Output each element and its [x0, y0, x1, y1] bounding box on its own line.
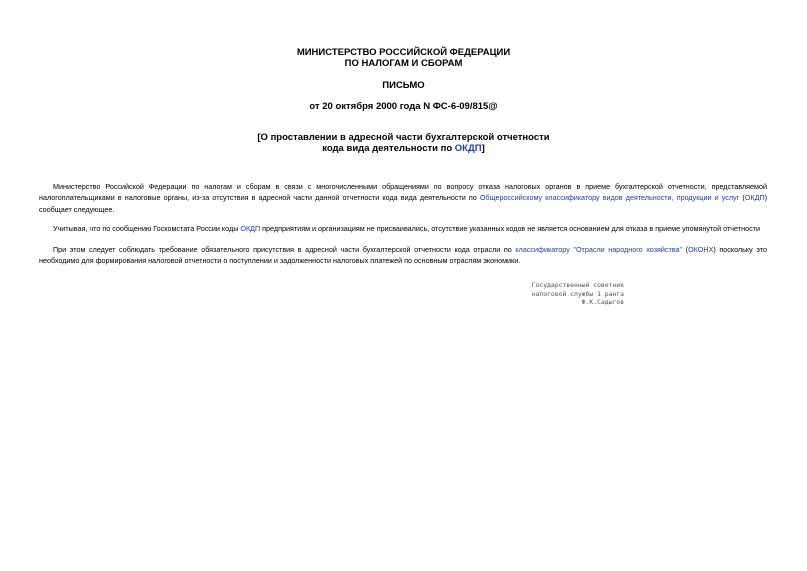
okdp-link[interactable]: ОКДП [240, 224, 261, 233]
paragraph-3-text-b: ( [682, 245, 689, 254]
paragraph-1-text-b: ( [739, 193, 745, 203]
paragraph-3 [39, 244, 767, 267]
paragraph-2-text-b: предприятиям и организациям не присваивались, отсутствие указанных кодов не является основанием для отказа в приеме упомянутой отчетности [260, 224, 760, 233]
okonh-link[interactable]: ОКОНХ [688, 245, 714, 254]
document-date-number: от 20 октября 2000 года N ФС-6-09/815@ [309, 101, 498, 112]
paragraph-2-text: Учитывая, что по сообщению Госкомстата России коды [53, 224, 241, 233]
signature-title-line1: Государственный советник [531, 281, 624, 289]
paragraph-1-text: Министерство Российской Федерации по налогам и сборам в связи с многочисленными обращениями по вопросу отказа налоговых органов в приеме бухгалтерской отчетности, представляемой налогоплательщиками в налоговые органы, из-за отсутствия в адресной части данной отчетности кода вида деятельности по [39, 182, 767, 203]
signature-block [520, 281, 624, 307]
document-subject [0, 132, 807, 154]
subject-line2-close: ] [481, 143, 485, 154]
paragraph-3-text-c: ) поскольку это необходимо для формирования налоговой отчетности о поступлении и задолженности налоговых платежей по основным отраслям экономики. [39, 245, 767, 266]
signature-title-line2: налоговой службы 1 ранга [531, 289, 624, 298]
ministry-title-line1: МИНИСТЕРСТВО РОССИЙСКОЙ ФЕДЕРАЦИИ [296, 47, 511, 58]
okdp-link[interactable]: ОКДП [454, 143, 482, 154]
subject-line2-text: кода вида деятельности по [322, 143, 455, 154]
paragraph-2 [39, 223, 767, 234]
classifier-link[interactable]: Общероссийскому классификатору видов деятельности, продукции и услуг [479, 193, 740, 203]
document-type: ПИСЬМО [382, 80, 425, 91]
okdp-link[interactable]: ОКДП [744, 193, 765, 203]
ministry-title-line2: ПО НАЛОГАМ И СБОРАМ [344, 58, 463, 69]
subject-line2 [0, 143, 807, 154]
paragraph-1-text-c: ) сообщает следующее. [39, 193, 768, 214]
paragraph-3-text: При этом следует соблюдать требование обязательного присутствия в адресной части бухгалтерской отчетности кода отрасли по [53, 245, 516, 254]
signature-name: Ф.К.Садыгов [581, 298, 624, 307]
paragraph-1 [39, 181, 767, 215]
subject-line1: [О проставлении в адресной части бухгалтерской отчетности [257, 132, 550, 143]
industry-classifier-link[interactable]: классификатору "Отрасли народного хозяйства" [515, 245, 683, 254]
ministry-title [0, 47, 807, 69]
